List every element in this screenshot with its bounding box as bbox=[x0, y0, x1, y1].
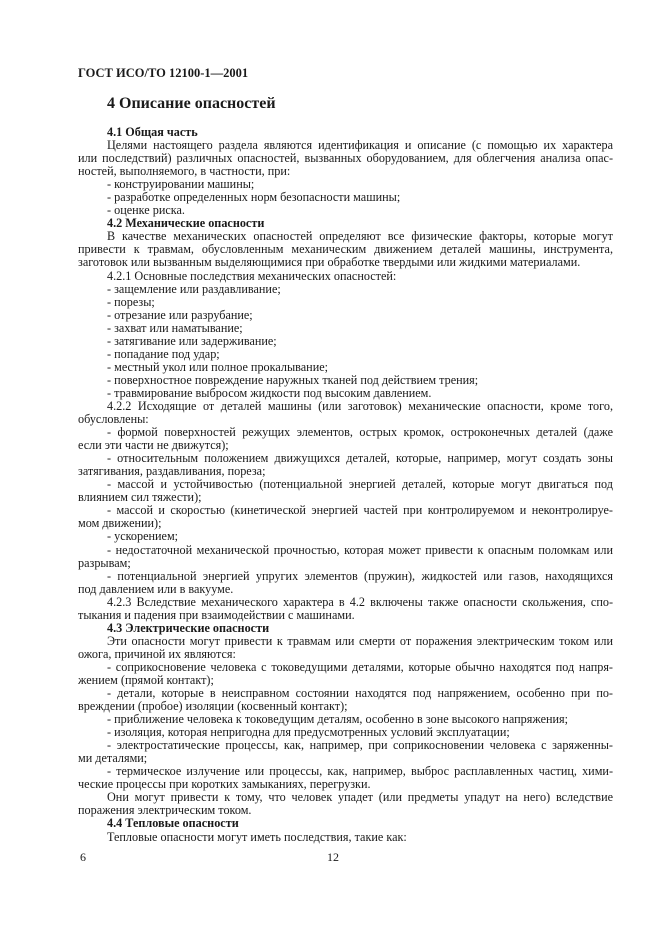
text-line: ожога, причиной их являются: bbox=[78, 646, 236, 661]
text-line: - ускорением; bbox=[107, 529, 179, 544]
text-line: заготовок или вызванным выделяющимися при обработке твердыми или жидкими материалами. bbox=[78, 255, 581, 270]
text-line: - отрезание или разрубание; bbox=[107, 307, 253, 322]
text-line: обусловлены: bbox=[78, 412, 149, 427]
text-line: 4.2.2 Исходящие от деталей машины (или заготовок) механические опасности, кроме того, bbox=[107, 398, 613, 413]
text-line: - соприкосновение человека с токоведущими деталями, которые обычно находятся под напря- bbox=[107, 659, 613, 674]
text-line: привести к травмам, обусловленным механическим движением деталей машины, инструмента, bbox=[78, 242, 613, 257]
text-line: 4.2.3 Вследствие механического характера в 4.2 включены также опасности скольжения, спо- bbox=[107, 594, 613, 609]
text-line: затягивания, раздавливания, пореза; bbox=[78, 464, 266, 479]
document-body bbox=[78, 126, 613, 844]
page-number-center: 12 bbox=[327, 850, 339, 864]
text-line: - местный укол или полное прокалывание; bbox=[107, 359, 329, 374]
subsection-heading: 4.2 Механические опасности bbox=[107, 216, 265, 231]
text-line: - конструировании машины; bbox=[107, 177, 255, 192]
text-line: - защемление или раздавливание; bbox=[107, 281, 281, 296]
text-line: разрывам; bbox=[78, 555, 131, 570]
text-line: Целями настоящего раздела являются идентификация и описание (с помощью их характера bbox=[107, 138, 613, 153]
text-line: - захват или наматывание; bbox=[107, 320, 243, 335]
text-line: влиянием сил тяжести); bbox=[78, 490, 202, 505]
section-title: 4 Описание опасностей bbox=[107, 95, 276, 112]
text-line: - порезы; bbox=[107, 294, 155, 309]
text-line: ческие процессы при коротких замыканиях, перегрузки. bbox=[78, 777, 371, 792]
text-line: ностей, выполняемого, в частности, при: bbox=[78, 164, 291, 179]
subsection-heading: 4.1 Общая часть bbox=[107, 125, 198, 139]
text-line: - травмирование выбросом жидкости под высоким давлением. bbox=[107, 385, 432, 400]
text-line: вреждении (пробое) изоляции (косвенный контакт); bbox=[78, 699, 348, 714]
text-line: - термическое излучение или процессы, как, например, выброс расплавленных частиц, хими- bbox=[107, 764, 613, 779]
text-line: - формой поверхностей режущих элементов, острых кромок, остроконечных деталей (даже bbox=[107, 425, 613, 440]
text-line: - поверхностное повреждение наружных тканей под действием трения; bbox=[107, 372, 479, 387]
text-line: Эти опасности могут привести к травмам или смерти от поражения электрическим током или bbox=[107, 633, 613, 648]
text-line: если эти части не движутся); bbox=[78, 438, 229, 453]
subsection-heading: 4.4 Тепловые опасности bbox=[107, 816, 239, 831]
text-line: ми деталями; bbox=[78, 751, 148, 766]
text-line: - относительным положением движущихся деталей, которые, например, могут создать зоны bbox=[107, 451, 613, 466]
text-line: поражения электрическим током. bbox=[78, 803, 252, 818]
text-line: - детали, которые в неисправном состоянии находятся под напряжением, особенно при по- bbox=[107, 686, 613, 701]
running-head: ГОСТ ИСО/ТО 12100-1—2001 bbox=[78, 66, 249, 80]
text-line: - приближение человека к токоведущим деталям, особенно в зоне высокого напряжения; bbox=[107, 712, 569, 727]
text-line: В качестве механических опасностей определяют все физические факторы, которые могут bbox=[107, 229, 613, 244]
text-line: - массой и скоростью (кинетической энергией частей при контролируемом и неконтролируе- bbox=[107, 503, 613, 518]
text-line: - разработке определенных норм безопасности машины; bbox=[107, 190, 401, 205]
text-line: 4.2.1 Основные последствия механических опасностей: bbox=[107, 268, 397, 283]
text-line: под давлением или в вакууме. bbox=[78, 581, 234, 596]
text-line: - недостаточной механической прочностью, которая может привести к опасным поломкам или bbox=[107, 542, 613, 557]
text-line: - попадание под удар; bbox=[107, 346, 220, 361]
text-line: Тепловые опасности могут иметь последствия, такие как: bbox=[107, 829, 407, 844]
text-line: тыкания и падения при взаимодействии с машинами. bbox=[78, 607, 355, 622]
text-line: Они могут привести к тому, что человек упадет (или предметы упадут на него) вследствие bbox=[107, 790, 613, 805]
text-line: - изоляция, которая непригодна для предусмотренных условий эксплуатации; bbox=[107, 725, 510, 740]
page-number-left: 6 bbox=[80, 850, 86, 864]
text-line: - потенциальной энергией упругих элементов (пружин), жидкостей или газов, находящихся bbox=[107, 568, 613, 583]
text-line: или последствий) различных опасностей, вызванных оборудованием, для облегчения анализа опас- bbox=[78, 151, 613, 166]
text-line: - оценке риска. bbox=[107, 203, 185, 218]
text-line: жением (прямой контакт); bbox=[78, 672, 214, 687]
text-line: - затягивание или задерживание; bbox=[107, 333, 277, 348]
text-line: - электростатические процессы, как, например, при соприкосновении человека с заряженны- bbox=[107, 738, 613, 753]
text-line: - массой и устойчивостью (потенциальной энергией деталей, которые могут двигаться под bbox=[107, 477, 613, 492]
text-line: мом движении); bbox=[78, 516, 162, 531]
subsection-heading: 4.3 Электрические опасности bbox=[107, 620, 270, 635]
